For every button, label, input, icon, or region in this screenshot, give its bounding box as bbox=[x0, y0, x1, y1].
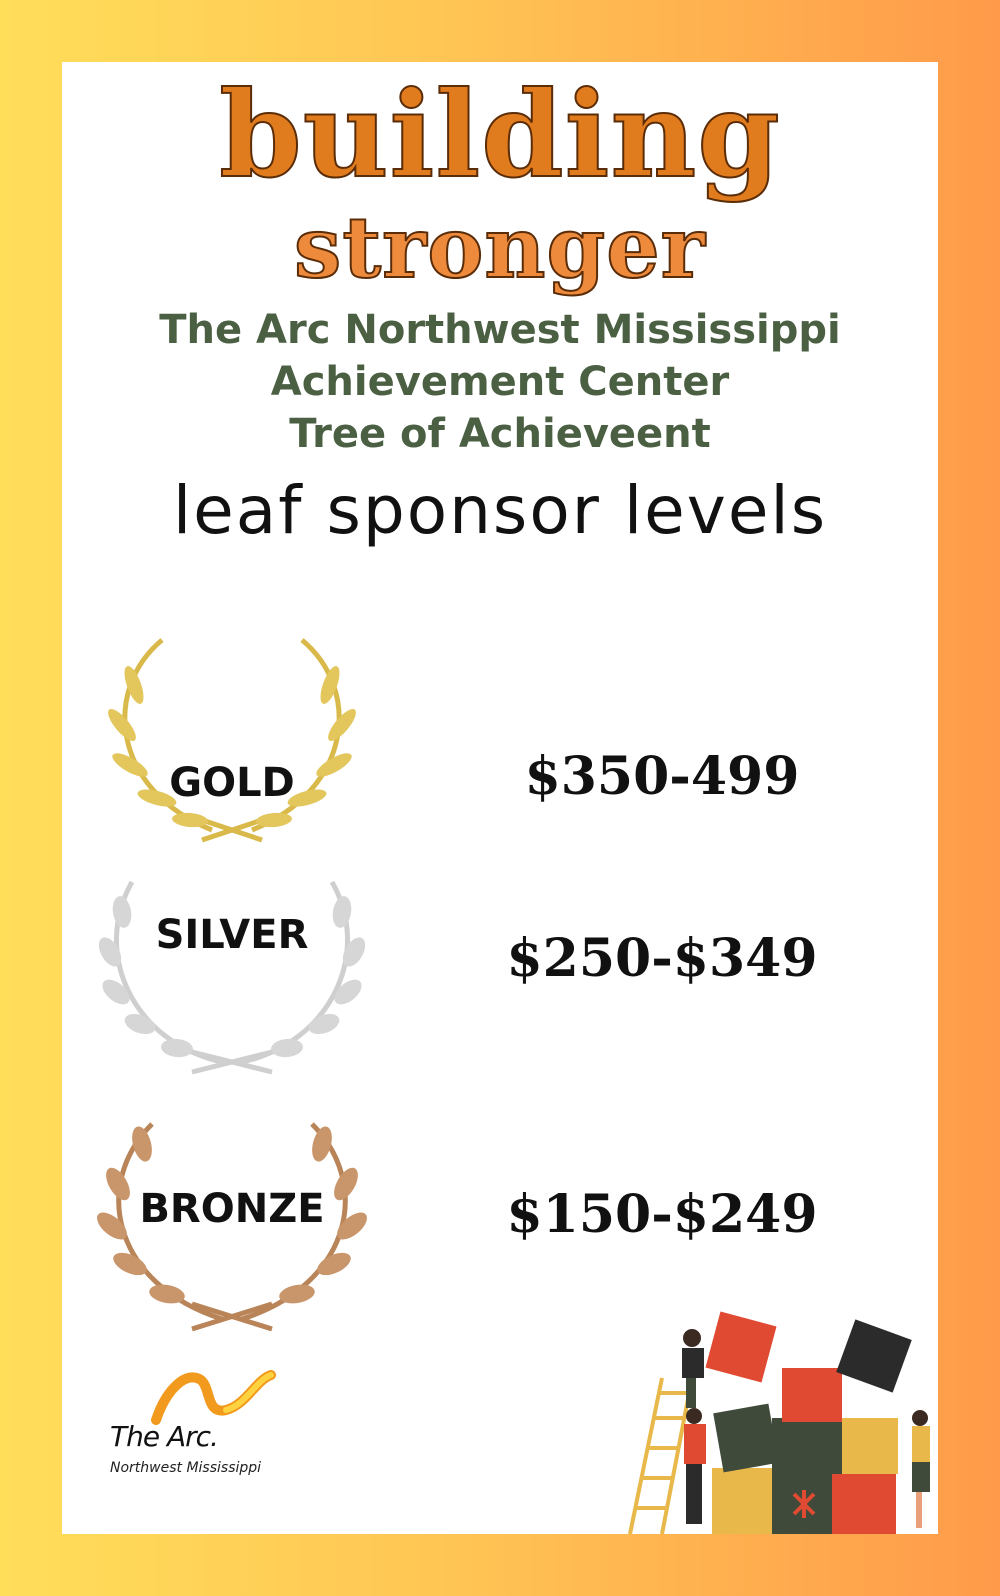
laurel-wreath-silver-icon bbox=[92, 872, 372, 1092]
tier-name-gold: GOLD bbox=[169, 760, 295, 806]
org-name-line3: Tree of Achieveent bbox=[289, 411, 711, 457]
the-arc-logo bbox=[106, 1360, 306, 1490]
logo-name: The Arc. bbox=[110, 1420, 218, 1453]
org-name-line2: Achievement Center bbox=[270, 359, 730, 405]
tier-name-bronze: BRONZE bbox=[139, 1186, 325, 1232]
tier-gold bbox=[92, 630, 908, 850]
title-building: building bbox=[219, 65, 781, 204]
tier-silver bbox=[92, 872, 908, 1092]
org-name-line1: The Arc Northwest Mississippi bbox=[159, 307, 841, 353]
logo-subtitle: Northwest Mississippi bbox=[110, 1460, 262, 1476]
laurel-wreath-gold-icon bbox=[92, 630, 372, 850]
tier-price-silver: $250-$349 bbox=[506, 928, 818, 989]
poster-card bbox=[62, 62, 938, 1534]
tier-price-gold: $350-499 bbox=[524, 746, 800, 807]
puzzle-teamwork-illustration bbox=[622, 1298, 938, 1534]
tier-price-bronze: $150-$249 bbox=[506, 1184, 818, 1245]
title-stronger: stronger bbox=[294, 198, 706, 297]
levels-heading: leaf sponsor levels bbox=[172, 472, 828, 549]
tier-name-silver: SILVER bbox=[155, 912, 309, 958]
